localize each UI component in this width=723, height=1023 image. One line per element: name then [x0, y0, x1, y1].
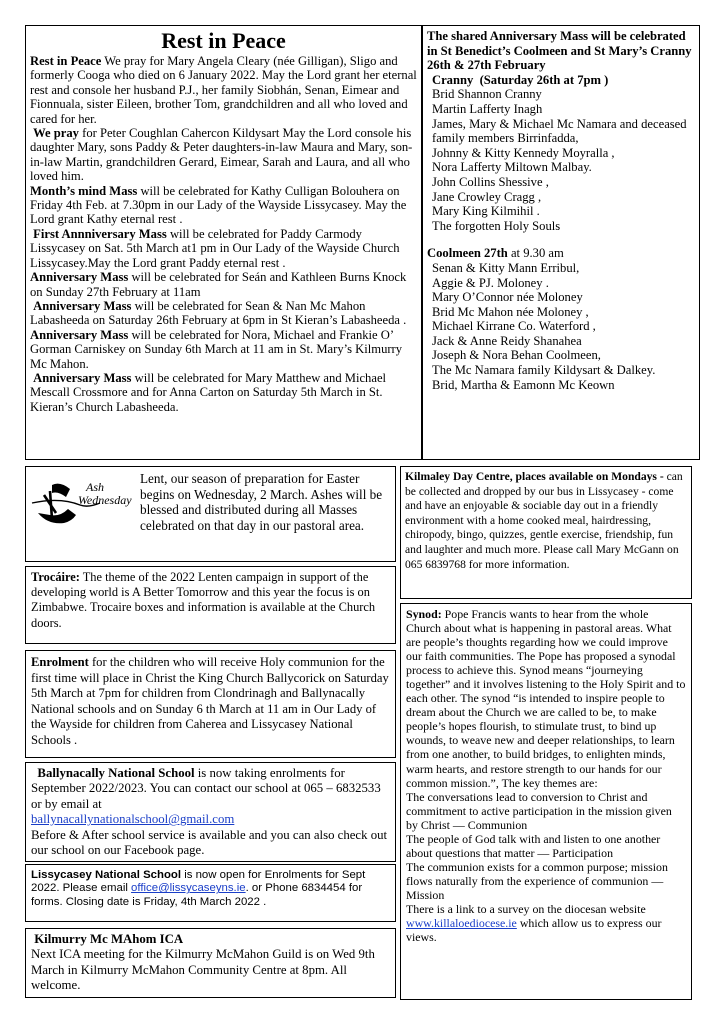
mass-intention-name: Johnny & Kitty Kennedy Moyralla , — [432, 145, 615, 160]
rip-paragraph: Anniversary Mass will be celebrated for Nora, Michael and Frankie O’ Gorman Carniskey on Sunday 6th March at 11 am in St. Mary’s Kilmurry Mc Mahon. — [30, 327, 403, 371]
synod-theme-communion: The conversations lead to conversion to Christ and commitment to active participation in the mission given by Christ — Communion — [406, 789, 672, 832]
mass-intention-name: Nora Lafferty Miltown Malbay. — [432, 160, 592, 175]
mass-intention-name: The Mc Namara family Kildysart & Dalkey. — [432, 363, 656, 378]
ballynacally-email-link[interactable]: ballynacallynationalschool@gmail.com — [31, 812, 235, 827]
svg-text:Ash: Ash — [86, 480, 104, 494]
synod-theme-participation: The people of God talk with and listen to one another about questions that matter — Participation — [406, 831, 661, 860]
ballynacally-text-2: Before & After school service is available and you can also check out our school on our Facebook page. — [31, 827, 388, 858]
mass-intention-name: Brid Shannon Cranny — [432, 87, 542, 102]
mass-intention-name: Jack & Anne Reidy Shanahea — [432, 333, 582, 348]
enrolment-text: Enrolment for the children who will receive Holy communion for the first time will place in Christ the King Church Ballycorick on Saturday 5th March at 7pm for children from Clondrinagh and Ballynacally National schools and on Sunday 6 th March at 11 am in Our Lady of the Wayside for children from Caherea and Lissycasey National Schools . — [31, 655, 389, 747]
mass-intention-name: John Collins Shessive , — [432, 174, 549, 189]
mass-intention-name: Martin Lafferty Inagh — [432, 101, 543, 116]
ica-text: Next ICA meeting for the Kilmurry McMahon Guild is on Wed 9th March in Kilmurry McMahon Community Centre at 8pm. All welcome. — [31, 947, 375, 993]
rip-paragraph: First Annniversary Mass will be celebrated for Paddy Carmody Lissycasey on Sat. 5th March at1 pm in Our Lady of the Wayside Church Lissycasey.May the Lord grant Paddy eternal rest . — [30, 226, 400, 270]
mass-intention-name: Senan & Kitty Mann Erribul, — [432, 260, 580, 275]
trocaire-section — [25, 566, 396, 644]
mass-intention-name: The forgotten Holy Souls — [432, 218, 561, 233]
cranny-names-list — [427, 87, 695, 233]
mass-intention-name: James, Mary & Michael Mc Namara and deceased family members Birrinfadda, — [432, 116, 687, 146]
lissycasey-email-link[interactable]: office@lissycaseyns.ie — [131, 882, 246, 895]
rip-paragraph: Month’s mind Mass will be celebrated for Kathy Culligan Bolouhera on Friday 4th Feb. at 7.30pm in our Lady of the Wayside Lissycasey. May the Lord grant Kathy eternal rest . — [30, 183, 407, 227]
mass-intention-name: Brid, Martha & Eamonn Mc Keown — [432, 377, 615, 392]
mass-intention-name: Mary O’Connor née Moloney — [432, 290, 583, 305]
ash-wednesday-image — [30, 473, 136, 531]
kilmaley-section — [400, 466, 692, 599]
rip-paragraph: Rest in Peace We pray for Mary Angela Cleary (née Gilligan), Sligo and formerly Cooga who died on 6 January 2022. May the Lord grant her eternal rest and console her husband P.J., her family Siobhán, Senan, Eimear and Fionnuala, sister Eileen, brother Tom, grandchildren and all who loved and cared for her. — [30, 54, 417, 126]
diocese-website-link[interactable]: www.killaloediocese.ie — [406, 916, 517, 931]
rip-paragraph: Anniversary Mass will be celebrated for Sean & Nan Mc Mahon Labasheeda on Saturday 26th February at 6pm in St Kieran’s Labasheeda . — [30, 298, 407, 328]
shared-anniversary-section — [422, 25, 700, 460]
ballynacally-text: Ballynacally National School is now taking enrolments for September 2022/2023. You can contact our school at 065 – 6832533 or by email at — [31, 766, 381, 811]
ash-wednesday-section — [25, 466, 396, 562]
synod-theme-mission: The communion exists for a common purpose; mission flows naturally from the experience of communion — Mission — [406, 859, 668, 902]
kilmaley-text: Kilmaley Day Centre, places available on Mondays - can be collected and dropped by our bus in Lissycasey - come and have an enjoyable & sociable day out in a friendly environment with a home cooked meal, hairdressing, chiropody, bingo, quizzes, gentle exercise, friendship, fun and laughter and much more. Please call Mary McGann on 065 6839768 for more information. — [405, 470, 683, 571]
rip-paragraph: Anniversary Mass will be celebrated for Seán and Kathleen Burns Knock on Sunday 27th February at 11am — [30, 270, 407, 299]
enrolment-section — [25, 650, 396, 758]
rest-in-peace-title: Rest in Peace — [161, 28, 286, 53]
mass-intention-name: Michael Kirrane Co. Waterford , — [432, 319, 596, 334]
rest-in-peace-section — [25, 25, 422, 460]
ica-title: Kilmurry Mc MAhom ICA — [34, 932, 184, 946]
shared-anniversary-heading: The shared Anniversary Mass will be celebrated in St Benedict’s Coolmeen and St Mary’s Cranny 26th & 27th February — [427, 29, 692, 73]
svg-text:Wednesday: Wednesday — [78, 493, 132, 507]
mass-intention-name: Aggie & PJ. Moloney . — [432, 275, 549, 290]
mass-intention-name: Jane Crowley Cragg , — [432, 189, 542, 204]
ash-wednesday-text: Lent, our season of preparation for Easter begins on Wednesday, 2 March. Ashes will be blessed and distributed during all Masses celebrated on that day in our pastoral area. — [140, 471, 383, 533]
cranny-heading: Cranny (Saturday 26th at 7pm ) — [432, 72, 609, 87]
coolmeen-names-list — [427, 261, 695, 392]
ballynacally-section — [25, 762, 396, 862]
mass-intention-name: Brid Mc Mahon née Moloney , — [432, 304, 589, 319]
synod-text: Synod: Pope Francis wants to hear from the whole Church about what is happening in pastoral areas. What are people’s thoughts regarding how we could improve our faith communities. The Pope has proposed a synodal process to achieve this. Synod means “journeying together” and it involves listening to the Holy Spirit and to each other. The synod “is intended to inspire people to dream about the Church we are called to be, to make people’s hopes flourish, to stimulate trust, to bind up wounds, to weave new and deeper relationships, to learn from one another, to build bridges, to enlighten minds, warm hearts, and restore strength to our hands for our common mission.”, The key themes are: — [406, 607, 686, 790]
rip-paragraph: We pray for Peter Coughlan Cahercon Kildysart May the Lord console his daughter Mary, sons Paddy & Peter daughters-in-law Maura and Mary, son-in-law Martin, grandchildren Gerard, Eimear, Sarah and Laura, and all who loved him. — [30, 126, 413, 184]
ica-section — [25, 928, 396, 998]
mass-intention-name: Joseph & Nora Behan Coolmeen, — [432, 348, 601, 363]
rip-paragraph: Anniversary Mass will be celebrated for Mary Matthew and Michael Mescall Crossmore and for Anna Carton on Saturday 5th March in St. Kieran’s Church Labasheeda. — [30, 370, 387, 414]
coolmeen-heading: Coolmeen 27th at 9.30 am — [427, 246, 564, 261]
synod-survey-text: There is a link to a survey on the diocesan website www.killaloediocese.ie which allow us to express our views. — [406, 901, 662, 945]
mass-intention-name: Mary King Kilmihil . — [432, 204, 540, 219]
trocaire-text: Trocáire: The theme of the 2022 Lenten campaign in support of the developing world is A Better Tomorrow and this year the focus is on Zimbabwe. Trocaire boxes and information is available at the Church doors. — [31, 570, 376, 630]
lissycasey-school-text: Lissycasey National School is now open for Enrolments for Sept 2022. Please email office@lissycaseyns.ie. or Phone 6834454 for forms. Closing date is Friday, 4th March 2022 . — [31, 869, 366, 908]
lissycasey-school-section — [25, 864, 396, 922]
synod-section — [400, 603, 692, 1000]
